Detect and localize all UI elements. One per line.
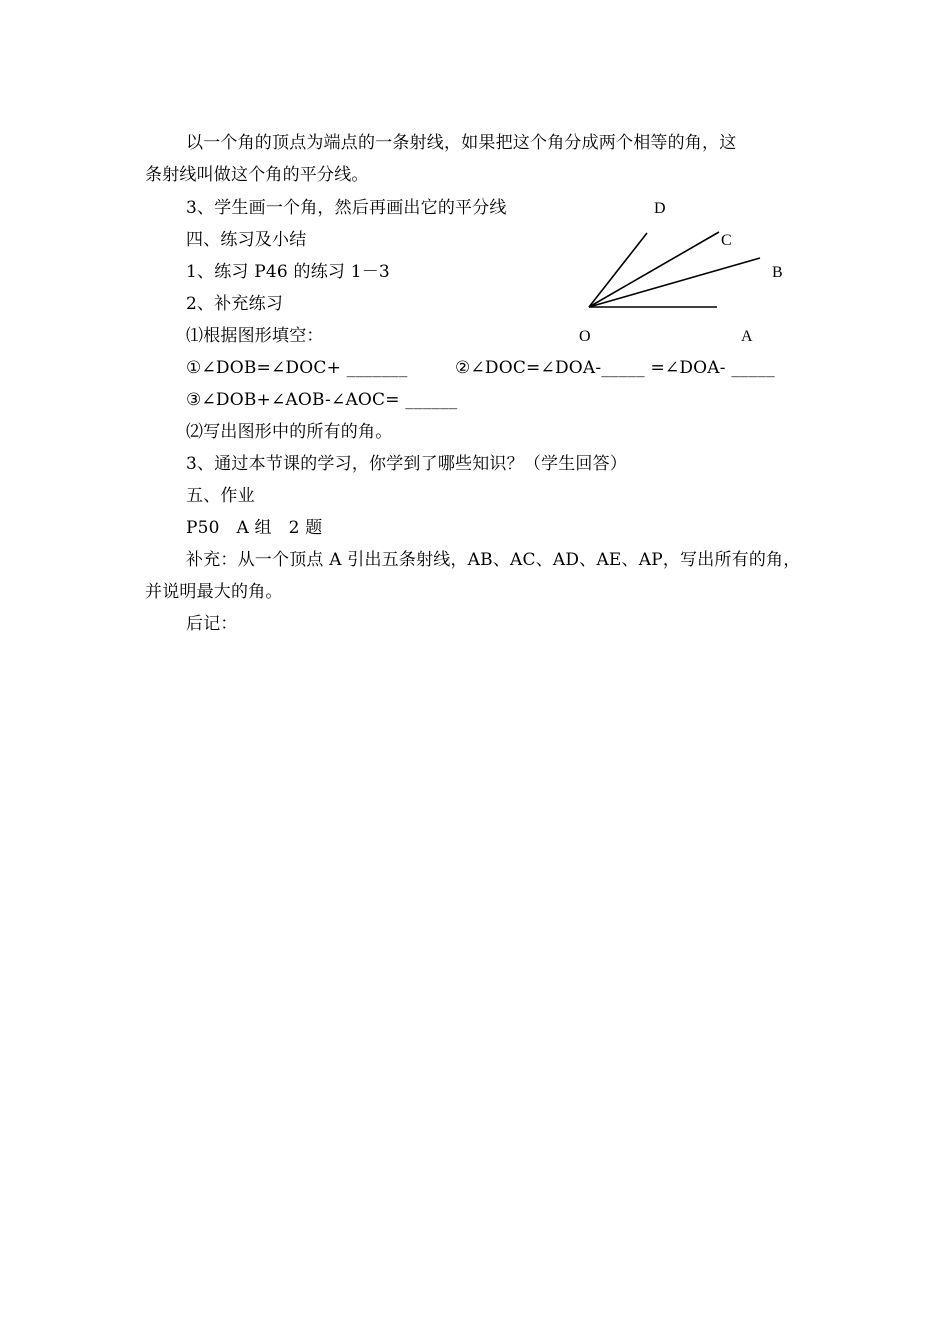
ray-OC xyxy=(589,232,719,307)
fill-in-question-1: ①∠DOB=∠DOC+ _______ xyxy=(186,358,408,378)
point-label-A: A xyxy=(741,328,753,345)
practice-item-2: 2、补充练习 xyxy=(186,294,284,314)
angle-diagram xyxy=(580,225,780,325)
point-label-O: O xyxy=(579,328,591,345)
section-5-title: 五、作业 xyxy=(186,486,255,506)
postscript-label: 后记： xyxy=(186,614,238,634)
point-label-C: C xyxy=(721,232,732,249)
point-label-D: D xyxy=(654,200,666,217)
fill-in-question-2: ②∠DOC=∠DOA-_____ =∠DOA- _____ xyxy=(455,358,775,378)
step-3-text: 3、学生画一个角，然后再画出它的平分线 xyxy=(186,198,507,218)
definition-line-2: 条射线叫做这个角的平分线。 xyxy=(145,165,369,185)
practice-item-3: 3、通过本节课的学习，你学到了哪些知识？（学生回答） xyxy=(186,454,628,474)
fill-in-subtitle: ⑴根据图形填空： xyxy=(186,326,324,346)
ray-OB xyxy=(589,258,760,307)
supplement-line-2: 并说明最大的角。 xyxy=(145,582,283,602)
definition-line-1: 以一个角的顶点为端点的一条射线，如果把这个角分成两个相等的角，这 xyxy=(186,133,737,153)
list-angles-subtitle: ⑵写出图形中的所有的角。 xyxy=(186,422,393,442)
homework-assignment: P50 A 组 2 题 xyxy=(186,518,323,538)
point-label-B: B xyxy=(772,264,783,281)
fill-in-question-3: ③∠DOB+∠AOB-∠AOC= ______ xyxy=(186,390,458,410)
practice-item-1: 1、练习 P46 的练习 1－3 xyxy=(186,262,390,282)
ray-OD xyxy=(589,233,647,307)
section-4-title: 四、练习及小结 xyxy=(186,230,307,250)
supplement-line-1: 补充：从一个顶点 A 引出五条射线，AB、AC、AD、AE、AP，写出所有的角， xyxy=(186,550,801,570)
